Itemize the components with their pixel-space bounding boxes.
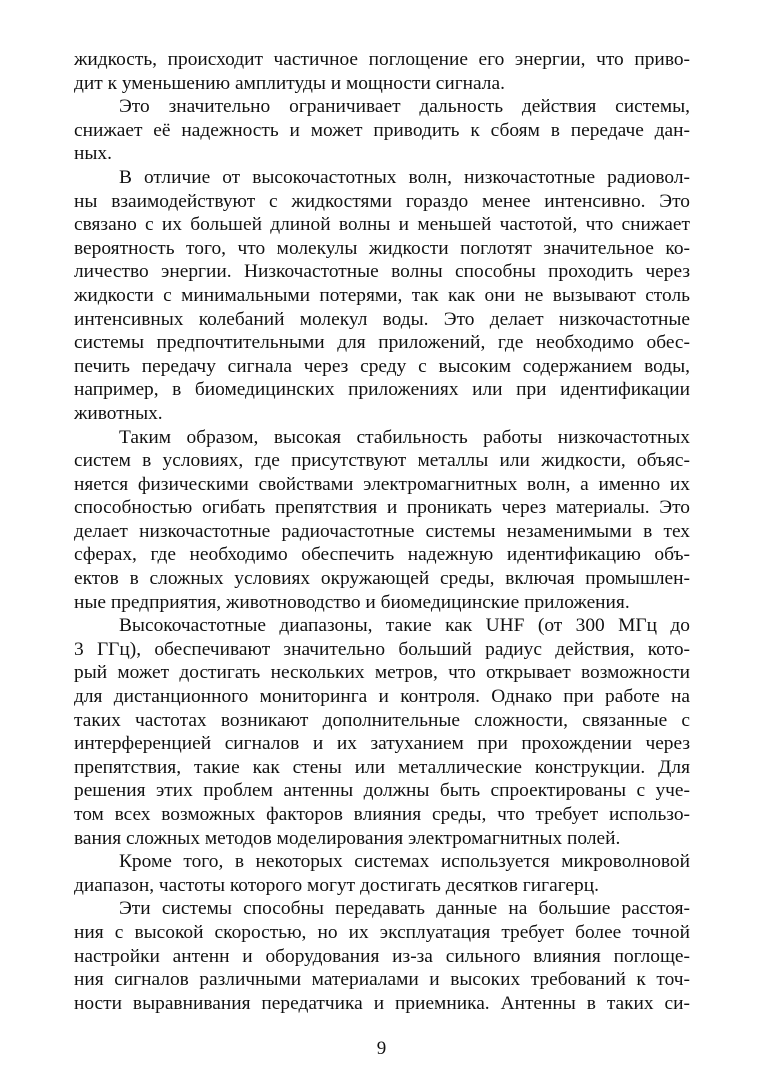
text-line: ния сигналов различными материалами и высоких требований к точ- bbox=[74, 969, 690, 991]
paragraph bbox=[74, 426, 690, 615]
text-line: интенсивных колебаний молекул воды. Это делает низкочастотные bbox=[74, 308, 690, 330]
text-line: том всех возможных факторов влияния среды, что требует использо- bbox=[74, 804, 690, 825]
text-line: ния с высокой скоростью, но их эксплуатация требует более точной bbox=[74, 921, 690, 943]
text-line: вания сложных методов моделирования электромагнитных полей. bbox=[74, 827, 621, 849]
page-body bbox=[74, 48, 690, 1015]
text-line: ны взаимодействуют с жидкостями гораздо менее интенсивно. Это bbox=[74, 190, 690, 212]
paragraph bbox=[74, 897, 690, 1015]
text-line: В отличие от высокочастотных волн, низкочастотные радиовол- bbox=[119, 166, 690, 188]
text-line: связано с их большей длиной волны и меньшей частотой, что снижает bbox=[74, 214, 690, 236]
text-line: для дистанционного мониторинга и контроля. Однако при работе на bbox=[74, 686, 690, 708]
text-line: Кроме того, в некоторых системах используется микроволновой bbox=[119, 851, 690, 873]
text-line: печить передачу сигнала через среду с высоким содержанием воды, bbox=[74, 355, 690, 377]
text-line: диапазон, частоты которого могут достигать десятков гигагерц. bbox=[74, 874, 599, 896]
text-line: животных. bbox=[74, 402, 163, 424]
text-line: системы предпочтительными для приложений, где необходимо обес- bbox=[74, 332, 690, 354]
text-line: няется физическими свойствами электромагнитных волн, а именно их bbox=[74, 473, 690, 495]
text-line: решения этих проблем антенны должны быть спроектированы с уче- bbox=[74, 780, 690, 802]
text-line: Таким образом, высокая стабильность работы низкочастотных bbox=[119, 426, 690, 448]
text-line: таких частотах возникают дополнительные сложности, связанные с bbox=[74, 709, 690, 731]
text-line: 3 ГГц), обеспечивают значительно больший радиус действия, кото- bbox=[74, 638, 690, 660]
text-line: ных. bbox=[74, 143, 112, 165]
text-line: Это значительно ограничивает дальность действия системы, bbox=[119, 96, 690, 118]
text-line: личество энергии. Низкочастотные волны способны проходить через bbox=[74, 261, 690, 283]
paragraph bbox=[74, 166, 690, 426]
page-number: 9 bbox=[376, 1038, 387, 1059]
text-line: ектов в сложных условиях окружающей среды, включая промышлен- bbox=[74, 568, 690, 590]
text-line: настройки антенн и оборудования из-за сильного влияния поглоще- bbox=[74, 945, 690, 967]
text-line: ные предприятия, животноводство и биомедицинские приложения. bbox=[74, 591, 630, 613]
text-line: вероятность того, что молекулы жидкости поглотят значительное ко- bbox=[74, 237, 690, 259]
text-line: препятствия, такие как стены или металлические конструкции. Для bbox=[74, 756, 690, 778]
paragraph bbox=[74, 95, 690, 166]
text-line: сферах, где необходимо обеспечить надежную идентификацию объ- bbox=[74, 544, 690, 566]
text-line: рый может достигать нескольких метров, что открывает возможности bbox=[74, 662, 690, 684]
text-line: Эти системы способны передавать данные на большие расстоя- bbox=[119, 898, 690, 920]
text-line: например, в биомедицинских приложениях или при идентификации bbox=[74, 379, 690, 401]
text-line: систем в условиях, где присутствуют металлы или жидкости, объяс- bbox=[74, 450, 690, 472]
text-line: жидкость, происходит частичное поглощение его энергии, что приво- bbox=[74, 49, 690, 70]
text-line: интерференцией сигналов и их затуханием при прохождении через bbox=[74, 733, 690, 755]
text-line: Высокочастотные диапазоны, такие как UHF (от 300 МГц до bbox=[119, 615, 690, 637]
text-line: делает низкочастотные радиочастотные системы незаменимыми в тех bbox=[74, 520, 690, 542]
paragraph bbox=[74, 850, 690, 897]
text-line: снижает её надежность и может приводить к сбоям в передаче дан- bbox=[74, 119, 690, 141]
paragraph bbox=[74, 614, 690, 850]
text-line: способностью огибать препятствия и проникать через материалы. Это bbox=[74, 497, 690, 519]
paragraph bbox=[74, 48, 690, 95]
text-line: дит к уменьшению амплитуды и мощности сигнала. bbox=[74, 72, 505, 94]
text-line: жидкости с минимальными потерями, так как они не вызывают столь bbox=[74, 284, 690, 306]
text-line: ности выравнивания передатчика и приемника. Антенны в таких си- bbox=[74, 992, 690, 1014]
